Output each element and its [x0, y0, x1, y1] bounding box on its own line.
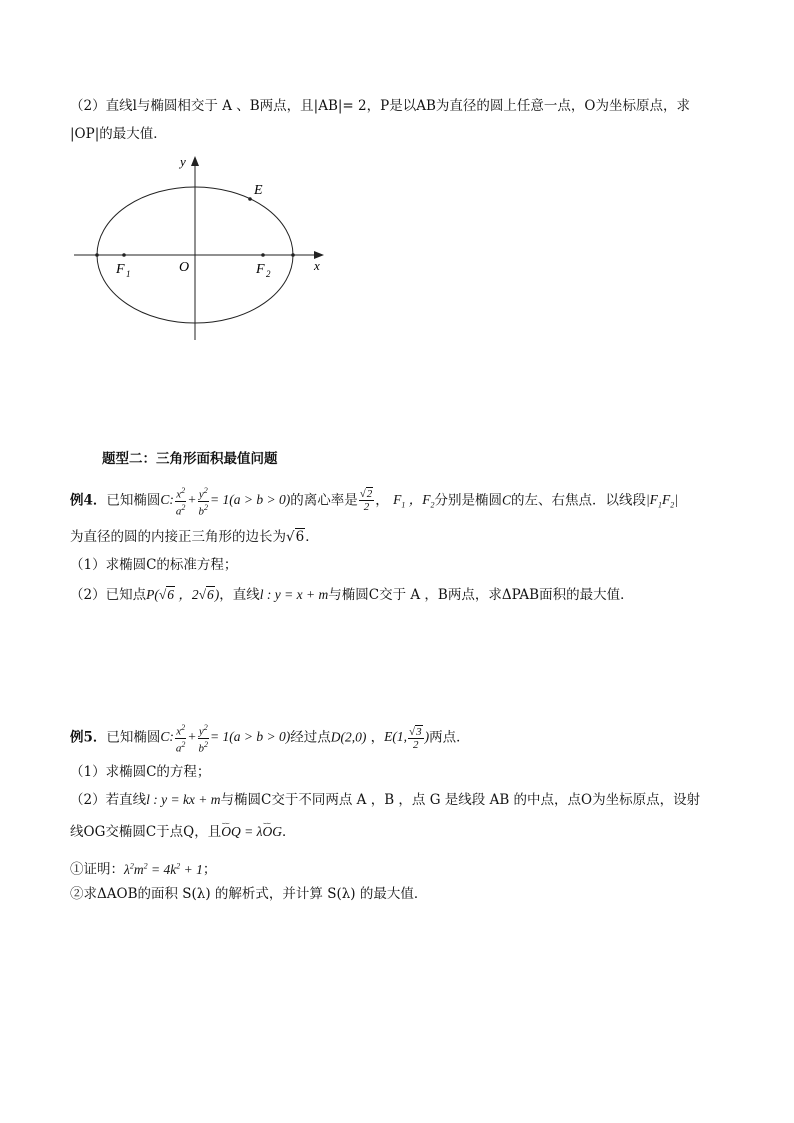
ex5-text2: 经过点 [290, 729, 331, 746]
ex5-text1: 已知椭圆 [106, 729, 161, 746]
left-vertex-dot [95, 253, 99, 257]
ex4-label: 例4． [70, 492, 107, 509]
ex5-s2: ②求ΔAOB的面积 S(λ) 的解析式，并计算 S(λ) 的最大值． [70, 886, 428, 902]
ellipse-figure [0, 150, 794, 350]
ex5-vector-eq: ⌣⌣ OQ = λ⌣⌣ OG [221, 824, 282, 839]
ex4-q2b: ，直线 [219, 587, 260, 603]
ex5-line-eq: l : y = kx + m [146, 792, 221, 807]
ex5-ellipse-eq: C: $\frac{x^2}{a^2}$ + $\frac{y^2}{b^2}$ = 1(a > b > 0) [160, 723, 291, 755]
right-vertex-dot [291, 253, 295, 257]
ex4-q2 [70, 585, 634, 605]
ex4-line1: 例4．已知椭圆C: $\frac{x^2}{a^2}$ + $\frac{y^2}{b^2}$ = 1(a > b > 0)的离心率是 $\frac{√2}{2}$ ， $F_1$ ，$F_2$分别是椭圆C的左、右焦点．以线段$|F_1F_2|$ [70, 486, 678, 518]
ex5-s1: ①证明：$\lambda^2m^2 = 4k^2 + 1$； [70, 861, 217, 878]
point-e-dot [248, 197, 252, 201]
ex4-q2a: （2）已知点 [70, 587, 147, 603]
ex5-point-e: E(1, $\frac{√3}{2}$ ) [384, 725, 430, 751]
ex4-side-length: √6 [286, 529, 305, 545]
ex5-text3: 两点． [429, 729, 470, 746]
ex5-identity: $\lambda^2m^2 = 4k^2 + 1$ [124, 861, 203, 877]
focus-f1-label: F [116, 262, 125, 277]
ex5-s1-text: ①证明： [70, 861, 124, 878]
section-title: 题型二：三角形面积最值问题 [102, 451, 278, 467]
ex5-point-d: D(2,0) [330, 729, 367, 745]
ex4-line-eq: l : y = x + m [259, 587, 329, 602]
ex4-text5: 的左、右焦点．以线段 [510, 492, 646, 509]
ex5-label: 例5． [70, 729, 107, 746]
ex4-segment: $|F_1F_2|$ [645, 492, 678, 510]
ex4-text2: 的离心率是 [290, 492, 358, 509]
ex4-text4: 分别是椭圆 [434, 492, 502, 509]
ex4-foci: $F_1$ ，$F_2$ [393, 492, 435, 510]
ex4-line2: 为直径的圆的内接正三角形的边长为√6． [70, 529, 319, 545]
ex4-text3: ， [375, 492, 389, 509]
focus-f2-label: F [256, 262, 265, 277]
part2-line1: （2）直线l与椭圆相交于 A 、B两点，且|AB|= 2，P是以AB为直径的圆上任意一点，O为坐标原点，求 [70, 98, 690, 114]
focus-f1-dot [122, 253, 126, 257]
y-axis-arrow [191, 156, 199, 166]
ex4-q2c: 与椭圆C交于 A ，B两点，求ΔPAB面积的最大值． [328, 587, 634, 603]
ex4-point-p: P(√6 ，2√6) [146, 587, 220, 602]
ex4-ellipse-eq: C: $\frac{x^2}{a^2}$ + $\frac{y^2}{b^2}$ = 1(a > b > 0) [160, 486, 291, 518]
ex5-q1: （1）求椭圆C的方程； [70, 764, 211, 780]
focus-f1-sub: 1 [126, 269, 131, 279]
ex4-text1: 已知椭圆 [106, 492, 161, 509]
y-axis-label: y [180, 154, 186, 169]
x-axis-label: x [314, 258, 320, 273]
focus-f2-dot [261, 253, 265, 257]
ex5-line1: 例5．已知椭圆C: $\frac{x^2}{a^2}$ + $\frac{y^2}{b^2}$ = 1(a > b > 0)经过点D(2,0) ，E(1, $\frac{√3}{2}$ )两点． [70, 723, 470, 755]
ex4-line2-text: 为直径的圆的内接正三角形的边长为 [70, 529, 286, 545]
point-e-label: E [254, 183, 263, 198]
ex5-q2b: 与椭圆C交于不同两点 A ，B ，点 G 是线段 AB 的中点，点O为坐标原点，设射 [220, 792, 701, 808]
ex5-q2-line2: 线OG交椭圆C于点Q，且⌣⌣ OQ = λ⌣⌣ OG． [70, 822, 295, 842]
part2-line2: |OP|的最大值． [70, 126, 167, 142]
ex5-q2a: （2）若直线 [70, 792, 147, 808]
origin-label: O [179, 260, 190, 275]
ex5-q2-line1 [70, 790, 700, 810]
ex4-eccentricity: $\frac{√2}{2}$ [359, 488, 373, 514]
ex4-q1: （1）求椭圆C的标准方程； [70, 557, 238, 573]
ex5-q2c: 线OG交椭圆C于点Q，且 [70, 824, 222, 840]
focus-f2-sub: 2 [266, 269, 271, 279]
